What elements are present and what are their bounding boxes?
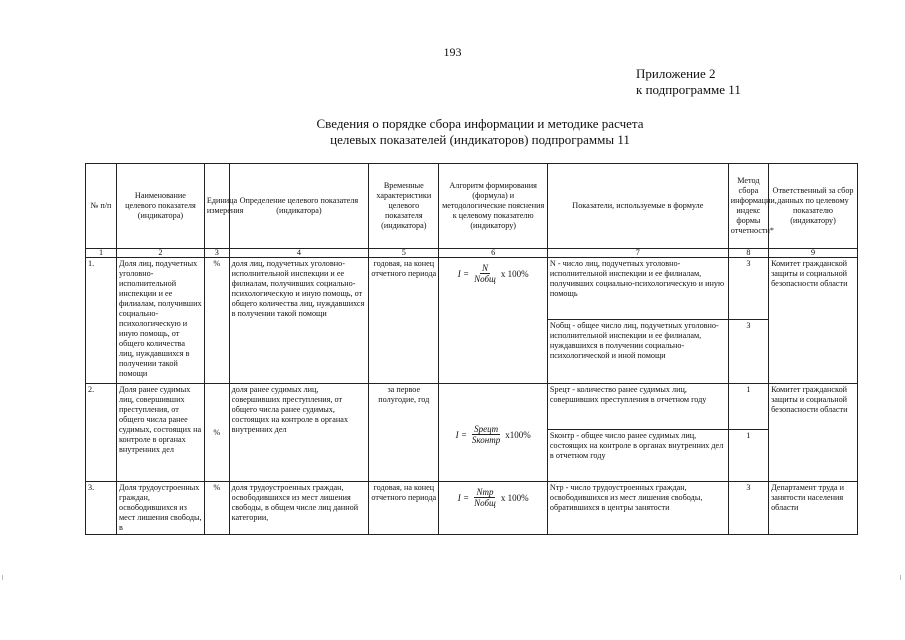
row-unit: %: [204, 482, 229, 535]
formula-numerator: Nтр: [476, 487, 494, 497]
row-method: 3: [728, 482, 768, 535]
col-number: 3: [204, 249, 229, 258]
formula-tail: x 100%: [500, 492, 529, 503]
row-param: Sрецт - количество ранее судимых лиц, совершивших преступления в отчетном году: [547, 384, 728, 430]
row-param: Sконтр - общее число ранее судимых лиц, состоящих на контроле в органах внутренних дел в отчетном году: [547, 430, 728, 482]
col-number: 2: [117, 249, 205, 258]
row-definition: доля лиц, подучетных уголовно-исполнительной инспекции и ее филиалам, получивших социально-психологическую и иную помощь, от общего количества лиц, нуждавшихся в получении такой помощи: [229, 258, 369, 384]
header-definition: Определение целевого показателя (индикатора): [229, 164, 369, 249]
formula-tail: x100%: [505, 429, 531, 440]
page-number: 193: [443, 45, 462, 59]
col-number: 7: [547, 249, 728, 258]
row-method: 3: [728, 258, 768, 320]
row-method: 1: [728, 430, 768, 482]
formula-fraction: [470, 424, 502, 445]
formula-lhs: I =: [455, 429, 467, 440]
formula-tail: x 100%: [500, 268, 529, 279]
header-unit: Единица измерения: [204, 164, 229, 249]
row-time: за первое полугодие, год: [369, 384, 439, 482]
formula-denominator: Nобщ: [474, 498, 496, 508]
appendix-line-2: к подпрограмме 11: [636, 82, 741, 97]
row-method: 1: [728, 384, 768, 430]
formula-fraction: [472, 263, 498, 284]
row-unit: %: [204, 384, 229, 482]
row-formula: [439, 482, 548, 535]
scan-edge-mark: [2, 575, 3, 580]
formula: [441, 483, 545, 508]
formula-numerator: Sрецт: [474, 424, 499, 434]
col-number: 5: [369, 249, 439, 258]
formula-lhs: I =: [457, 492, 470, 503]
row-responsible: Комитет гражданской защиты и социальной безопасности области: [769, 258, 858, 384]
appendix-label: [636, 66, 741, 98]
row-definition: доля ранее судимых лиц, совершивших преступления, от общего числа ранее судимых, состоящих на контроле в органах внутренних дел: [229, 384, 369, 482]
col-number: 4: [229, 249, 369, 258]
document-title: [200, 116, 760, 148]
row-num: 1.: [86, 258, 117, 384]
header-time: Временные характеристики целевого показателя (индикатора): [369, 164, 439, 249]
row-responsible: Департамент труда и занятости населения области: [769, 482, 858, 535]
appendix-line-1: Приложение 2: [636, 66, 716, 81]
header-name: Наименование целевого показателя (индикатора): [117, 164, 205, 249]
row-method: 3: [728, 320, 768, 384]
scan-edge-mark: [900, 575, 901, 580]
title-line-1: Сведения о порядке сбора информации и методике расчета: [316, 116, 644, 131]
row-param: Nобщ - общее число лиц, подучетных уголовно-исполнительной инспекции и ее филиалам, нуждавшихся в получении социально-психологической и иной помощи: [547, 320, 728, 384]
header-params: Показатели, используемые в формуле: [547, 164, 728, 249]
row-time: годовая, на конец отчетного периода: [369, 482, 439, 535]
header-num: № п/п: [86, 164, 117, 249]
row-name: Доля лиц, подучетных уголовно-исполнительной инспекции и ее филиалам, получивших социально-психологическую и иную помощь, от общего количества лиц, нуждавшихся в получении такой помощи: [117, 258, 205, 384]
table-row: [86, 482, 858, 535]
row-definition: доля трудоустроенных граждан, освободившихся из мест лишения свободы, в общем числе лиц данной категории,: [229, 482, 369, 535]
row-num: 3.: [86, 482, 117, 535]
row-unit: %: [204, 258, 229, 384]
formula-lhs: I =: [457, 268, 470, 279]
formula: [441, 420, 545, 445]
column-number-row: [86, 249, 858, 258]
col-number: 9: [769, 249, 858, 258]
col-number: 1: [86, 249, 117, 258]
header-responsible: Ответственный за сбор данных по целевому показателю (индикатору): [769, 164, 858, 249]
row-num: 2.: [86, 384, 117, 482]
row-time: годовая, на конец отчетного периода: [369, 258, 439, 384]
row-name: Доля трудоустроенных граждан, освободившихся из мест лишения свободы, в: [117, 482, 205, 535]
col-number: 8: [728, 249, 768, 258]
col-number: 6: [439, 249, 548, 258]
header-method: Метод сбора информации, индекс формы отчетности*: [728, 164, 768, 249]
title-line-2: целевых показателей (индикаторов) подпрограммы 11: [330, 132, 630, 147]
row-formula: [439, 258, 548, 384]
indicators-table: [85, 163, 858, 535]
table-row: [86, 258, 858, 320]
formula: [441, 259, 545, 284]
header-formula: Алгоритм формирования (формула) и методологические пояснения к целевому показателю (индикатору): [439, 164, 548, 249]
row-name: Доля ранее судимых лиц, совершивших преступления, от общего числа ранее судимых, состоящих на контроле в органах внутренних дел: [117, 384, 205, 482]
row-param: Nтр - число трудоустроенных граждан, освободившихся из мест лишения свободы, обратившихся в центры занятости: [547, 482, 728, 535]
formula-denominator: Sконтр: [471, 435, 501, 445]
table-row: [86, 384, 858, 430]
formula-fraction: [472, 487, 498, 508]
formula-numerator: N: [481, 263, 488, 273]
row-responsible: Комитет гражданской защиты и социальной безопасности области: [769, 384, 858, 482]
formula-denominator: Nобщ: [474, 274, 496, 284]
header-row: [86, 164, 858, 249]
row-param: N - число лиц, подучетных уголовно-исполнительной инспекции и ее филиалам, получивших социально-психологическую и иную помощь: [547, 258, 728, 320]
row-formula: [439, 384, 548, 482]
